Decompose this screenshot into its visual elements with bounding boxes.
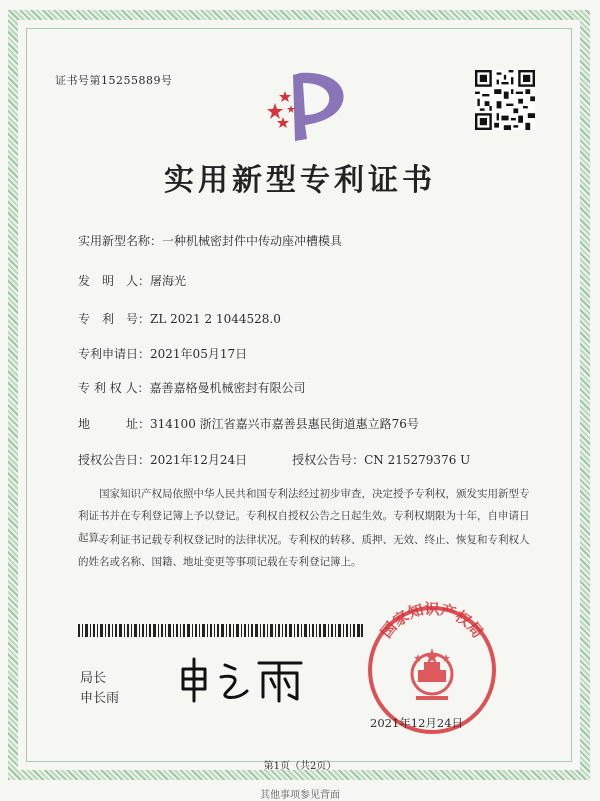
grant-number-label: 授权公告号：	[292, 453, 365, 467]
seal-text: 国家知识产权局	[377, 600, 487, 642]
inventor-value: 屠海光	[150, 274, 187, 288]
cnipa-logo-icon	[255, 65, 355, 145]
utility-name-value: 一种机械密封件中传动座冲槽模具	[162, 234, 343, 248]
patentee-label: 专 利 权 人：	[78, 381, 150, 395]
barcode-icon	[78, 624, 363, 637]
seal-date: 2021年12月24日	[370, 716, 464, 730]
back-side-note: 其他事项参见背面	[260, 790, 340, 801]
director-title: 局长	[80, 671, 107, 686]
patent-number-label: 专 利 号：	[78, 312, 151, 326]
patentee-row	[78, 379, 305, 396]
grant-number-value: CN 215279376 U	[364, 453, 471, 467]
filing-date-label: 专利申请日：	[78, 347, 151, 361]
patentee-value: 嘉善嘉格曼机械密封有限公司	[149, 381, 306, 395]
director-signature-icon	[175, 655, 310, 705]
patent-number-value: ZL 2021 2 1044528.0	[150, 312, 281, 326]
grant-date-value: 2021年12月24日	[150, 453, 248, 467]
grant-date-label: 授权公告日：	[78, 453, 151, 467]
filing-date-value: 2021年05月17日	[150, 347, 248, 361]
notice-paragraph-1: 国家知识产权局依照中华人民共和国专利法经过初步审查，决定授予专利权，颁发实用新型专利证书并在专利登记簿上予以登记。专利权自授权公告之日起生效。专利权期限为十年，自申请日起算。	[78, 488, 530, 544]
page-indicator: 第1页（共2页）	[263, 761, 337, 772]
address-value: 314100 浙江省嘉兴市嘉善县惠民街道惠立路76号	[150, 417, 419, 431]
document-title: 实用新型专利证书	[164, 163, 436, 198]
director-name: 申长雨	[80, 691, 120, 706]
notice-paragraph-2: 专利证书记载专利权登记时的法律状况。专利权的转移、质押、无效、终止、恢复和专利权人的姓名或名称、国籍、地址变更等事项记载在专利登记簿上。	[78, 534, 530, 568]
utility-name-row	[78, 232, 342, 249]
utility-name-label: 实用新型名称：	[78, 234, 163, 248]
inventor-row	[78, 272, 186, 289]
patent-number-row	[78, 310, 281, 327]
qr-code-icon	[475, 70, 535, 130]
address-row	[78, 415, 419, 432]
grant-row	[78, 451, 470, 468]
certificate-number: 证书号第15255889号	[55, 74, 173, 87]
inventor-label: 发 明 人：	[78, 274, 151, 288]
filing-date-row	[78, 345, 247, 362]
svg-text:国家知识产权局	[377, 600, 487, 641]
address-label: 地 址：	[78, 417, 151, 431]
